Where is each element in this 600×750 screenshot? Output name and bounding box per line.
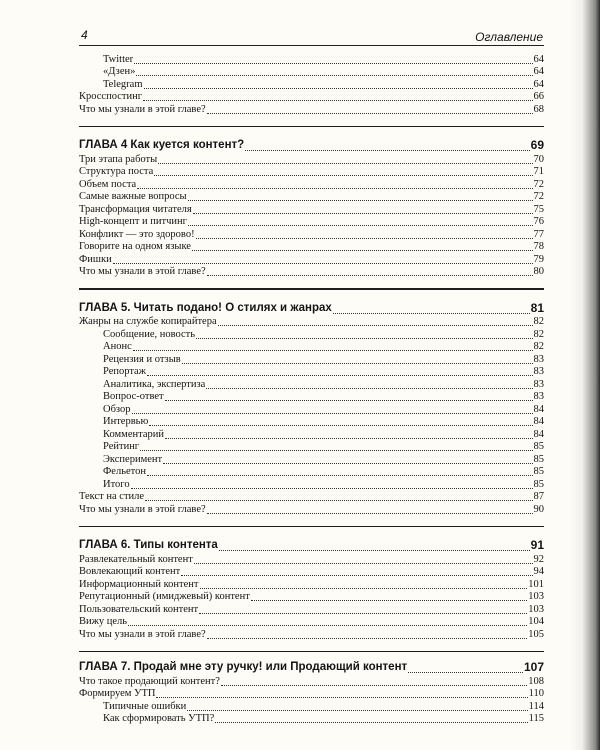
dot-leader (137, 188, 532, 189)
chapter-title: ГЛАВА 5. Читать подано! О стилях и жанрах (79, 301, 332, 314)
toc-subentry (79, 79, 544, 91)
entry-page-number: 82 (533, 341, 544, 352)
entry-page-number: 82 (533, 316, 544, 327)
toc-subentry (79, 454, 544, 466)
page-number: 4 (81, 28, 88, 42)
dot-leader (144, 88, 533, 89)
entry-page-number: 87 (533, 491, 544, 502)
entry-page-number: 72 (533, 178, 544, 190)
entry-title: Как сформировать УТП? (103, 713, 215, 724)
dot-leader (215, 722, 527, 723)
chapter-title: ГЛАВА 7. Продай мне эту ручку! или Продающий контент (79, 661, 408, 673)
entry-page-number: 84 (533, 428, 544, 440)
entry-title: Фишки (79, 253, 112, 265)
dot-leader (219, 550, 530, 551)
entry-page-number: 79 (533, 253, 544, 265)
entry-page-number: 103 (528, 603, 544, 615)
entry-page-number: 83 (533, 366, 544, 377)
entry-page-number: 94 (533, 566, 544, 577)
dot-leader (206, 388, 532, 389)
chapter-title: ГЛАВА 6. Типы контента (79, 539, 218, 551)
entry-title: Типичные ошибки (103, 700, 187, 712)
toc-subentry (79, 379, 544, 391)
dot-leader (131, 488, 533, 489)
entry-title: Что мы узнали в этой главе? (79, 103, 206, 115)
entry-title: Вопрос-ответ (103, 391, 164, 402)
toc-subentry (79, 701, 544, 713)
entry-title: Что мы узнали в этой главе? (79, 628, 206, 640)
entry-page-number: 84 (533, 416, 544, 427)
entry-title: Интервью (103, 416, 149, 427)
entry-page-number: 104 (528, 616, 544, 627)
entry-page-number: 83 (533, 378, 544, 390)
dot-leader (192, 250, 533, 251)
entry-page-number: 110 (528, 688, 544, 699)
toc-subentry (79, 329, 544, 341)
entry-title: Обзор (103, 403, 131, 415)
entry-page-number: 76 (533, 216, 544, 227)
entry-title: Что мы узнали в этой главе? (79, 503, 206, 515)
dot-leader (182, 363, 533, 364)
chapter-title: ГЛАВА 4 Как куется контент? (79, 139, 245, 151)
entry-title: Вовлекающий контент (79, 566, 181, 577)
entry-page-number: 90 (533, 503, 544, 515)
entry-title: Говорите на одном языке (79, 241, 191, 252)
entry-title: Аналитика, экспертиза (103, 378, 206, 390)
dot-leader (187, 710, 527, 711)
dot-leader (140, 450, 532, 451)
dot-leader (245, 150, 529, 151)
entry-page-number: 64 (533, 66, 544, 77)
entry-title: Информационный контент (79, 578, 199, 590)
entry-page-number: 66 (533, 91, 544, 102)
dot-leader (207, 513, 533, 514)
running-header (79, 28, 544, 46)
dot-leader (408, 672, 523, 673)
chapter-page-number: 69 (530, 138, 544, 152)
dot-leader (134, 63, 532, 64)
entry-title: Пользовательский контент (79, 603, 199, 615)
entry-title: High-концепт и питчинг (79, 216, 187, 227)
entry-page-number: 83 (533, 391, 544, 402)
chapter-page-number: 107 (523, 660, 544, 674)
entry-title: Структура поста (79, 166, 154, 177)
entry-title: Рейтинг (103, 441, 140, 452)
entry-page-number: 114 (528, 700, 544, 712)
entry-page-number: 80 (533, 266, 544, 277)
chapter-page-number: 91 (530, 538, 544, 552)
entry-page-number: 71 (533, 166, 544, 177)
dot-leader (199, 613, 527, 614)
toc-subentry (79, 54, 544, 66)
page-gutter-shadow (570, 0, 600, 750)
dot-leader (181, 575, 532, 576)
entry-page-number: 103 (528, 591, 544, 602)
entry-title: Самые важные вопросы (79, 191, 187, 202)
entry-page-number: 72 (533, 191, 544, 202)
chapter-heading (79, 301, 544, 316)
entry-page-number: 85 (533, 453, 544, 465)
entry-title: Текст на стиле (79, 491, 145, 502)
toc-subentry (79, 479, 544, 491)
dot-leader (218, 325, 533, 326)
toc-entry (79, 554, 544, 566)
entry-title: Фельетон (103, 466, 146, 477)
toc-subentry (79, 366, 544, 378)
dot-leader (207, 638, 528, 639)
toc-entry (79, 104, 544, 116)
dot-leader (132, 413, 533, 414)
chapter-divider (79, 651, 544, 653)
entry-title: Анонс (103, 341, 132, 352)
toc-entry (79, 91, 544, 103)
dot-leader (188, 200, 533, 201)
dot-leader (158, 163, 532, 164)
dot-leader (207, 113, 533, 114)
dot-leader (221, 685, 527, 686)
dot-leader (163, 463, 532, 464)
chapter-divider (79, 526, 544, 528)
entry-title: Объем поста (79, 178, 137, 190)
entry-title: Кросспостинг (79, 91, 143, 102)
entry-title: Эксперимент (103, 453, 163, 465)
dot-leader (188, 225, 533, 226)
entry-title: Развлекательный контент (79, 553, 193, 565)
toc-subentry (79, 341, 544, 353)
toc-entry (79, 254, 544, 266)
chapter-divider (79, 126, 544, 128)
toc-entry (79, 566, 544, 578)
toc-entry (79, 191, 544, 203)
entry-title: Жанры на службе копирайтера (79, 316, 217, 327)
entry-title: Три этапа работы (79, 153, 158, 165)
toc-entry (79, 676, 544, 688)
toc-entry (79, 616, 544, 628)
chapter-page-number: 81 (530, 300, 544, 315)
entry-title: Репортаж (103, 366, 146, 377)
toc-subentry (79, 416, 544, 428)
dot-leader (200, 588, 528, 589)
entry-page-number: 68 (533, 103, 544, 115)
dot-leader (193, 213, 533, 214)
dot-leader (196, 238, 533, 239)
toc-entry (79, 491, 544, 503)
toc-subentry (79, 713, 544, 725)
entry-title: Репутационный (имиджевый) контент (79, 591, 250, 602)
toc-entry (79, 688, 544, 700)
entry-title: Комментарий (103, 428, 164, 440)
entry-page-number: 84 (533, 403, 544, 415)
dot-leader (136, 75, 532, 76)
entry-page-number: 85 (533, 466, 544, 477)
running-title: Оглавление (475, 30, 543, 44)
toc-entry (79, 316, 544, 328)
entry-page-number: 101 (528, 578, 544, 590)
entry-title: «Дзен» (103, 66, 136, 77)
dot-leader (147, 375, 533, 376)
toc-subentry (79, 404, 544, 416)
dot-leader (145, 500, 532, 501)
toc-subentry (79, 66, 544, 78)
dot-leader (149, 425, 532, 426)
toc-subentry (79, 391, 544, 403)
entry-page-number: 64 (533, 53, 544, 65)
chapter-heading (79, 660, 544, 675)
toc-entry (79, 241, 544, 253)
entry-page-number: 83 (533, 353, 544, 365)
toc-entry (79, 166, 544, 178)
dot-leader (207, 275, 533, 276)
chapter-heading (79, 538, 544, 553)
entry-title: Формируем УТП (79, 688, 156, 699)
entry-title: Twitter (103, 53, 134, 65)
dot-leader (333, 313, 530, 314)
toc-entry (79, 629, 544, 641)
entry-page-number: 105 (528, 628, 544, 640)
entry-title: Что мы узнали в этой главе? (79, 266, 206, 277)
toc-entry (79, 179, 544, 191)
entry-page-number: 92 (533, 553, 544, 565)
dot-leader (113, 263, 533, 264)
entry-page-number: 82 (533, 328, 544, 340)
toc-entry (79, 579, 544, 591)
toc-entry (79, 591, 544, 603)
dot-leader (156, 697, 527, 698)
toc-subentry (79, 354, 544, 366)
entry-page-number: 64 (533, 78, 544, 90)
entry-page-number: 115 (528, 713, 544, 724)
entry-title: Конфликт — это здорово! (79, 228, 195, 240)
entry-page-number: 75 (533, 203, 544, 215)
dot-leader (154, 175, 532, 176)
entry-page-number: 70 (533, 153, 544, 165)
dot-leader (133, 350, 533, 351)
table-of-contents (79, 53, 544, 725)
dot-leader (147, 475, 533, 476)
dot-leader (165, 438, 533, 439)
dot-leader (194, 563, 533, 564)
toc-entry (79, 204, 544, 216)
dot-leader (251, 600, 527, 601)
entry-title: Итого (103, 478, 130, 490)
entry-page-number: 108 (528, 675, 544, 687)
entry-title: Что такое продающий контент? (79, 675, 220, 687)
entry-page-number: 77 (533, 228, 544, 240)
toc-subentry (79, 466, 544, 478)
entry-title: Вижу цель (79, 616, 128, 627)
dot-leader (196, 338, 532, 339)
toc-entry (79, 154, 544, 166)
chapter-heading (79, 138, 544, 153)
entry-page-number: 85 (533, 441, 544, 452)
toc-entry (79, 216, 544, 228)
entry-page-number: 85 (533, 478, 544, 490)
toc-entry (79, 229, 544, 241)
dot-leader (143, 100, 532, 101)
toc-subentry (79, 441, 544, 453)
entry-page-number: 78 (533, 241, 544, 252)
chapter-divider (79, 288, 544, 290)
toc-entry (79, 604, 544, 616)
toc-entry (79, 504, 544, 516)
entry-title: Трансформация читателя (79, 203, 192, 215)
dot-leader (165, 400, 533, 401)
toc-subentry (79, 429, 544, 441)
entry-title: Сообщение, новость (103, 328, 196, 340)
dot-leader (128, 625, 527, 626)
entry-title: Telegram (103, 78, 143, 90)
toc-entry (79, 266, 544, 278)
entry-title: Рецензия и отзыв (103, 353, 181, 365)
